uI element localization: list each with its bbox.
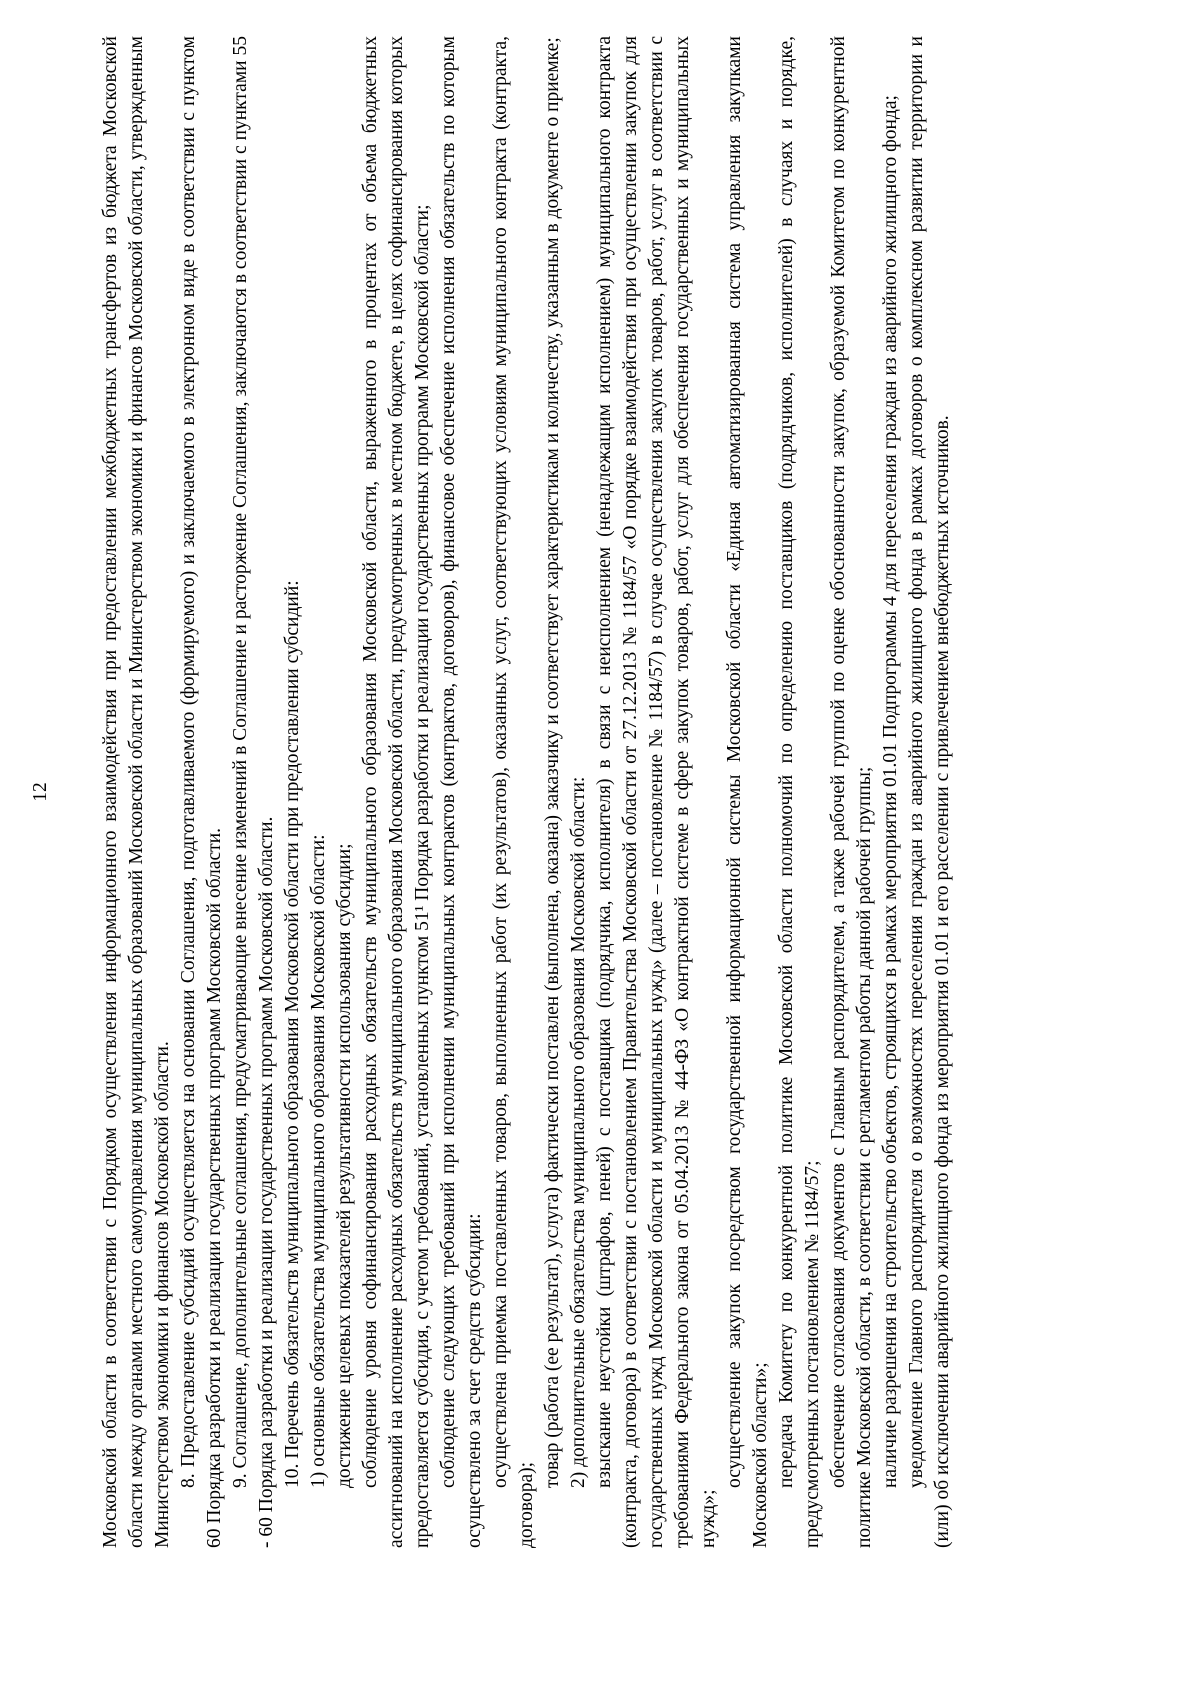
paragraph: Московской области в соответствии с Порядком осуществления информационного взаимодействия при предоставлении межбюджетных трансфертов из бюджета Московской области между органами местного самоуправления муниципальных образований Московской области и Министерством экономики и финансов Московской области, утвержденным Министерством экономики и финансов Московской области.: [100, 36, 173, 1548]
paragraph: осуществление закупок посредством государственной информационной системы Московской области «Единая автоматизированная система управления закупками Московской области»;: [724, 36, 771, 1548]
paragraph: соблюдение уровня софинансирования расходных обязательств муниципального образования Московской области, выраженного в процентах от объема бюджетных ассигнований на исполнение расходных обязательств муниципального образования Московской области, предусмотренных в местном бюджете, в целях софинансирования которых предоставляется субсидия, с учетом требований, установленных пунктом 51¹ Порядка разработки и реализации государственных программ Московской области;: [360, 36, 433, 1548]
paragraph: уведомление Главного распорядителя о возможностях переселения граждан из аварийного жилищного фонда в рамках договоров о комплексном развитии территории и (или) об исключении аварийного жилищного фонда из мероприятия 01.01 и его расселении с привлечением внебюджетных источников.: [906, 36, 953, 1548]
page-number: 12: [30, 782, 51, 802]
paragraph: наличие разрешения на строительство объектов, строящихся в рамках мероприятия 01.01 Подпрограммы 4 для переселения граждан из аварийного жилищного фонда;: [880, 95, 901, 1488]
paragraph: осуществлена приемка поставленных товаров, выполненных работ (их результатов), оказанных услуг, соответствующих условиям муниципального контракта (контракта, договора);: [490, 36, 537, 1548]
paragraph: 1) основные обязательства муниципального образования Московской области:: [308, 834, 329, 1488]
paragraph: 2) дополнительные обязательства муниципального образования Московской области:: [568, 776, 589, 1488]
paragraph: обеспечение согласования документов с Главным распорядителем, а также рабочей группой по оценке обоснованности закупок, образуемой Комитетом по конкурентной политике Московской области, в соответствии с регламентом работы данной рабочей группы;: [828, 36, 875, 1548]
paragraph: товар (работа (ее результат), услуга) фактически поставлен (выполнена, оказана) заказчику и соответствует характеристикам и количеству, указанным в документе о приемке;: [542, 37, 563, 1488]
paragraph: 8. Предоставление субсидий осуществляется на основании Соглашения, подготавливаемого (формируемого) и заключаемого в электронном виде в соответствии с пунктом 60 Порядка разработки и реализации государственных программ Московской области.: [178, 36, 225, 1548]
paragraph: 9. Соглашение, дополнительные соглашения, предусматривающие внесение изменений в Соглашение и расторжение Соглашения, заключаются в соответствии с пунктами 55 - 60 Порядка разработки и реализации государственных программ Московской области.: [230, 36, 277, 1548]
paragraph: взыскание неустойки (штрафов, пеней) с поставщика (подрядчика, исполнителя) в связи с неисполнением (ненадлежащим исполнением) муниципального контракта (контракта, договора) в соответствии с постановлением Правительства Московской области от 27.12.2013 № 1184/57 «О порядке взаимодействия при осуществлении закупок для государственных нужд Московской области и муниципальных нужд» (далее – постановление № 1184/57) в случае осуществления закупок товаров, работ, услуг в соответствии с требованиями Федерального закона от 05.04.2013 № 44-ФЗ «О контрактной системе в сфере закупок товаров, работ, услуг для обеспечения государственных и муниципальных нужд»;: [594, 36, 719, 1548]
paragraph: соблюдение следующих требований при исполнении муниципальных контрактов (контрактов, договоров), финансовое обеспечение исполнения обязательств по которым осуществлено за счет средств субсидии:: [438, 36, 485, 1548]
paragraph: передача Комитету по конкурентной политике Московской области полномочий по определению поставщиков (подрядчиков, исполнителей) в случаях и порядке, предусмотренных постановлением № 1184/57;: [776, 36, 823, 1548]
paragraph: 10. Перечень обязательств муниципального образования Московской области при предоставлении субсидий:: [282, 580, 303, 1488]
body-text: [98, 36, 956, 1548]
paragraph: достижение целевых показателей результативности использования субсидии;: [334, 843, 355, 1488]
page-content: [30, 36, 1058, 1548]
